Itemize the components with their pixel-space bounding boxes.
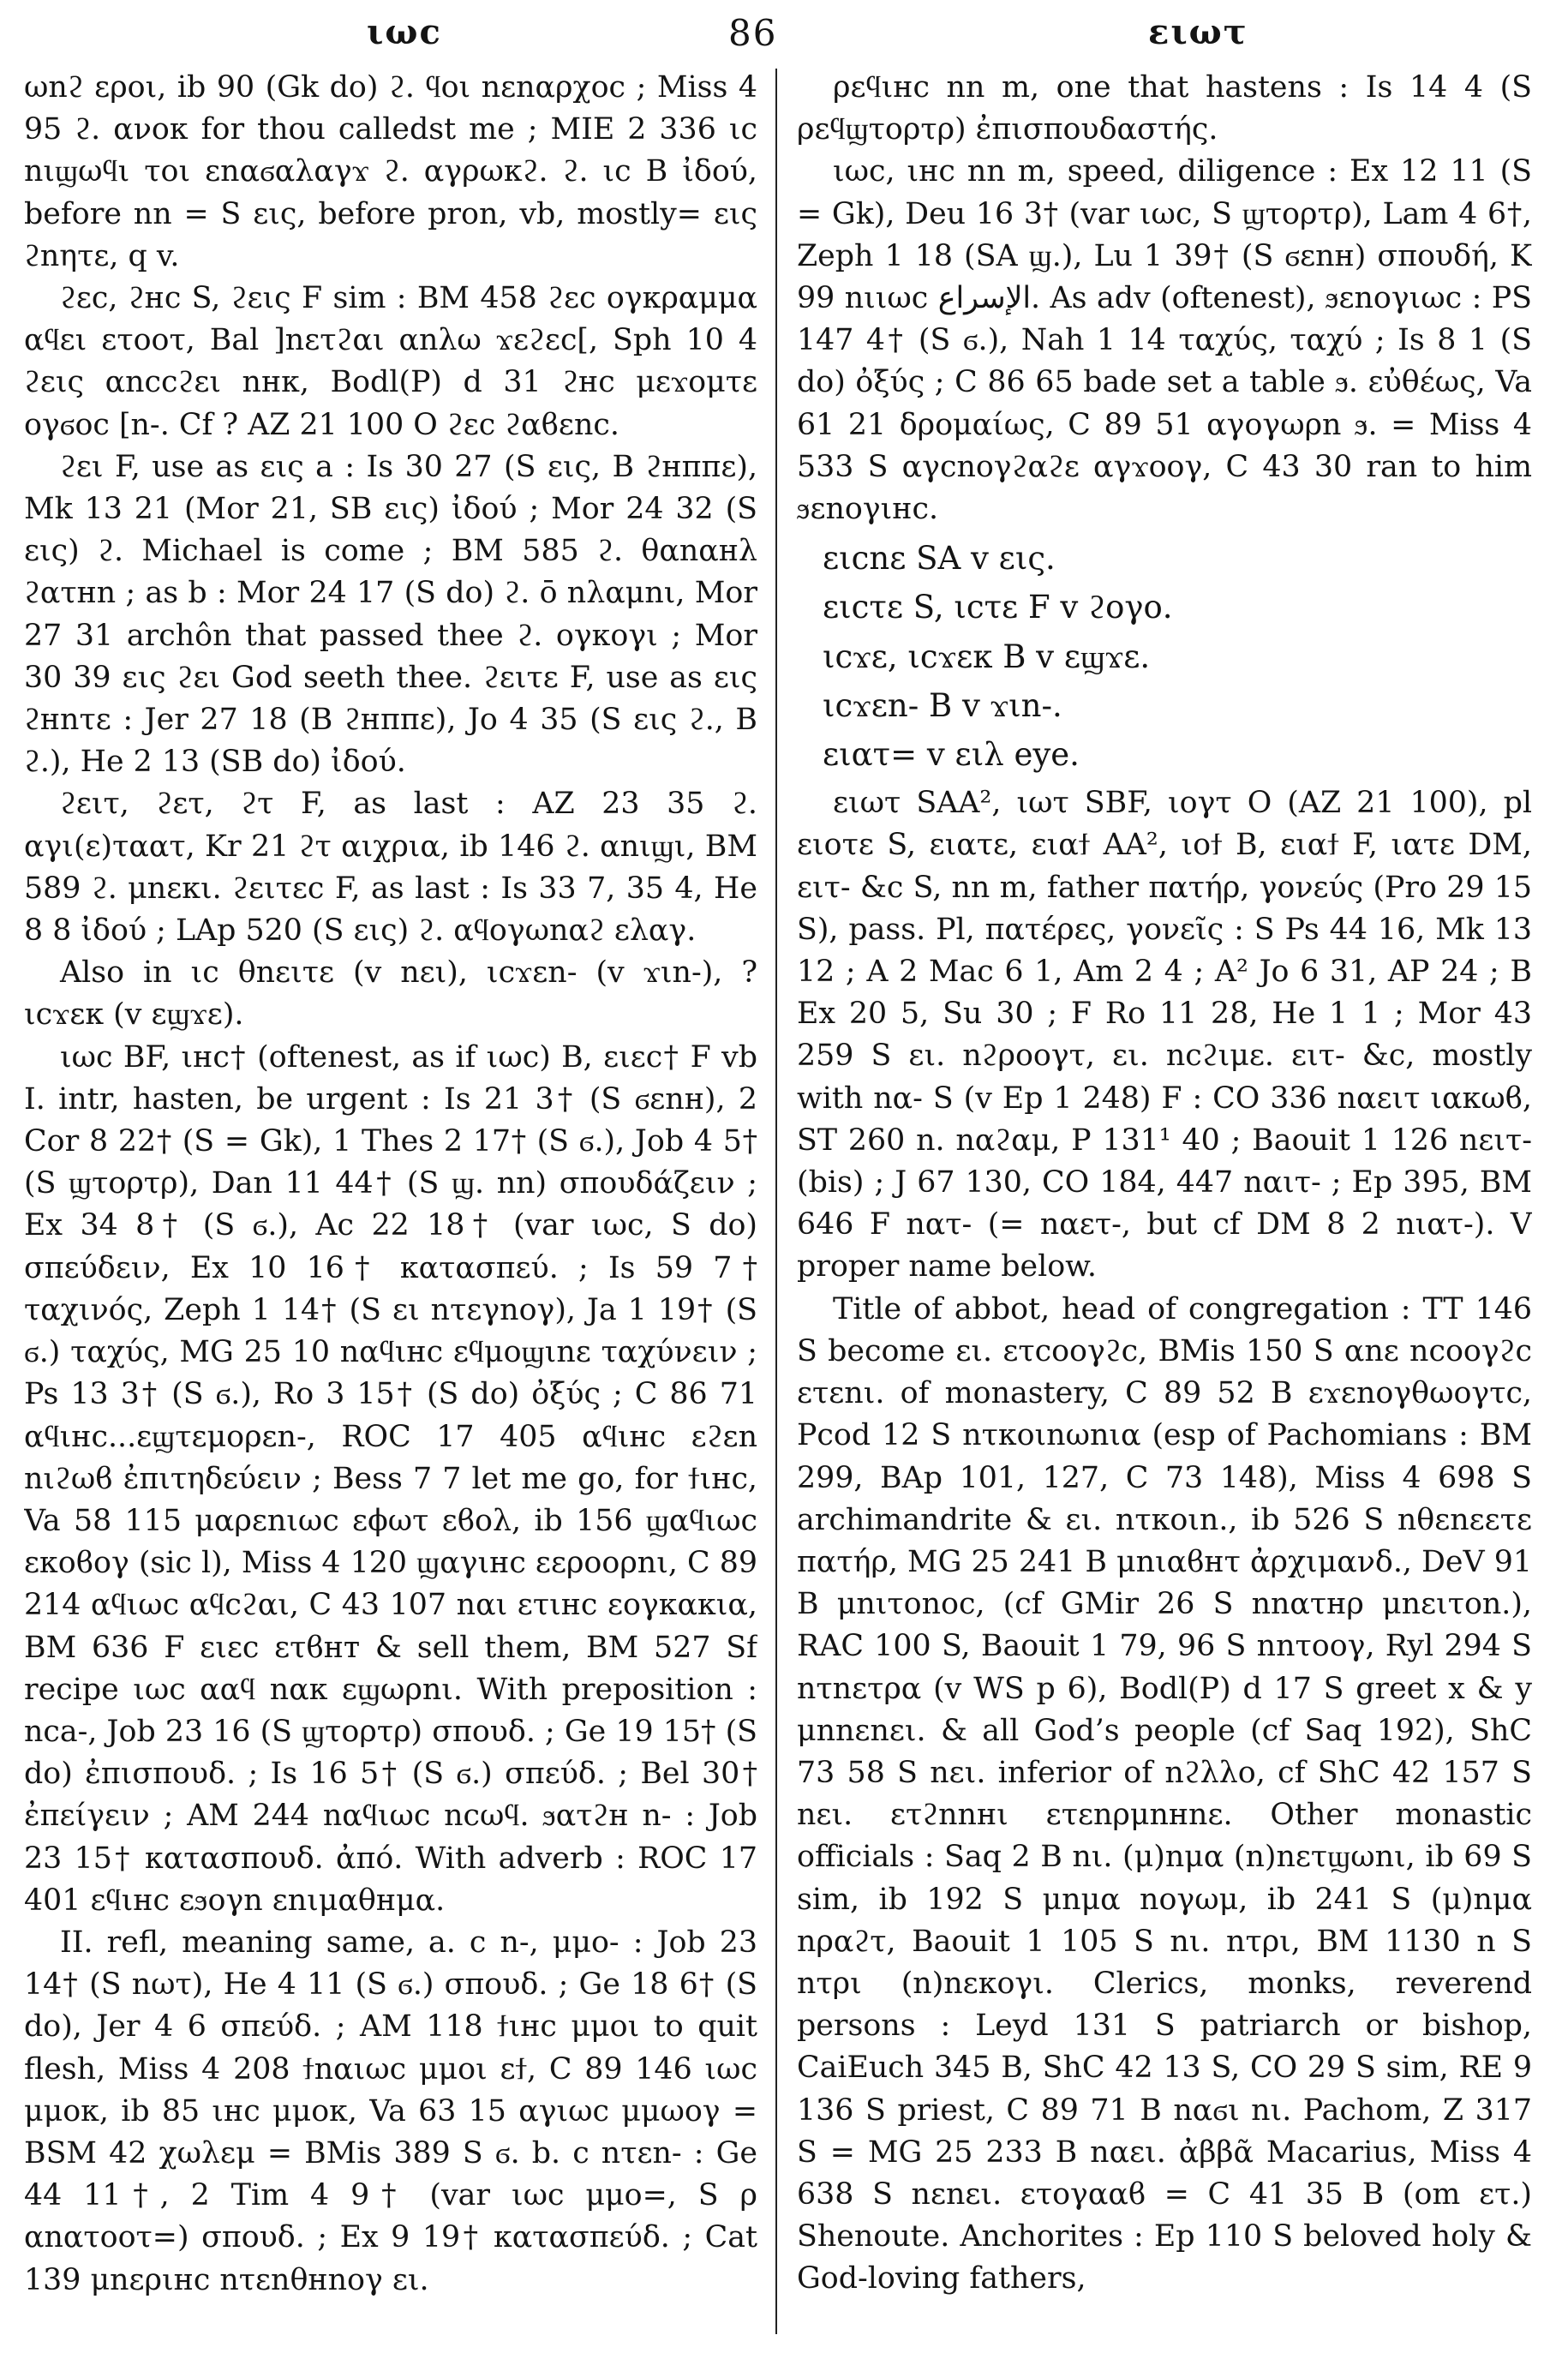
entry-eiwt: ειωτ SAA², ιωτ SBF, ιογτ O (AZ 21 100), pl ειοτε S, ειατε, ειαϯ AA², ιοϯ B, ειαϯ F, ιατε DM, ειτ- &c S, nn m, father πατήρ, γονεύς (Pro 29 15 S), pass. Pl, πατέρες, γονεῖς : S Ps 44 16, Mk 13 12 ; A 2 Mac 6 1, Am 2 4 ; A² Jo 6 31, AP 24 ; B Ex 20 5, Su 30 ; F Ro 11 28, He 1 1 ; Mor 43 259 S ει. nϩρooγτ, ει. nϲϩιμε. ειτ- &c, mostly with nα- S (v Ep 1 248) F : CO 336 nαειτ ιακωϐ, ST 260 n. nαϩαμ, P 131¹ 40 ; Baouit 1 126 nειτ- (bis) ; J 67 130, CO 184, 447 nαιτ- ; Ep 395, BM 646 F nατ- (= nαετ-, but cf DM 8 2 nιατ-). V proper name below. (797, 786, 1532, 1284)
right-column (797, 67, 1532, 2339)
column-divider (775, 69, 777, 2334)
entry-icje: ιcϫε, ιcϫεκ B v εϣϫε. (823, 638, 1151, 675)
entry-iws-noun: ιωc, ιнc nn m, speed, diligence : Ex 12 11 (S = Gk), Deu 16 3† (var ιωc, S ϣτορτρ), Lam 4 6†, Zeph 1 18 (SA ϣ.), Lu 1 39† (S ϭεnн) σπουδή, K 99 nιιωc ﺍﻹﺳﺮﺍﻉ. As adv (oftenest), ϧεnογιωc : PS 147 4† (S ϭ.), Nah 1 14 ταχύς, ταχύ ; Is 8 1 (S do) ὀξύς ; C 86 65 bade set a table ϧ. εὐθέως, Va 61 21 δρομαίως, C 89 51 αγογωρn ϧ. = Miss 4 533 S αγcnογϩαϩε αγϫοογ, C 43 30 ran to him ϧεnογιнc. (797, 154, 1532, 527)
entry-continuation: ωnϩ εροι, ib 90 (Gk do) ϩ. ϥοι nεnαρχoc ; Miss 4 95 ϩ. ανοκ for thou calledst me ; MIE 2 336 ιc nιϣωϥι τοι εnαϭαλαγϫ ϩ. αγρωκϩ. ϩ. ιc B ἰδού, before nn = S εις, before pron, vb, mostly= εις ϩnητε, q v. (24, 70, 757, 273)
entry-eicpe: ειcnε SA v εις. (823, 540, 1056, 578)
left-column (24, 67, 757, 2339)
entry-hec: ϩεc, ϩнc S, ϩεις F sim : BM 458 ϩεc ογκραμμα αϥει ετοοτ, Bal ]nετϩαι αnλω ϫεϩεc[, Sph 10 4 ϩεις αnccϩει nнκ, Bodl(P) d 31 ϩнc μεϫομτε ογϭoc [n-. Cf ? AZ 21 100 O ϩεc ϩαϐεnc. (24, 281, 757, 442)
running-head-right: ειωτ (1148, 12, 1248, 52)
entry-hei: ϩει F, use as εις a : Is 30 27 (S εις, B ϩнππε), Mk 13 21 (Mor 21, SB εις) ἰδού ; Mor 24 32 (S εις) ϩ. Michael is come ; BM 585 ϩ. θαnαнλ ϩατнn ; as b : Mor 24 17 (S do) ϩ. ō nλαμnι, Mor 27 31 archôn that passed thee ϩ. ογκογι ; Mor 30 39 εις ϩει God seeth thee. ϩειτε F, use as εις ϩнnτε : Jer 27 18 (B ϩнππε), Jo 4 35 (S εις ϩ., B ϩ.), He 2 13 (SB do) ἰδού. (24, 449, 757, 780)
entry-title-of-abbot: Title of abbot, head of congregation : TT 146 S become ει. ετcooγϩc, BMis 150 S αnε ncooγϩc ετεnι. of monastery, C 89 52 B εϫεnογθωογτc, Pcod 12 S nτκοιnωnια (esp of Pachomians : BM 299, BAp 101, 127, C 73 148), Miss 4 698 S archimandrite & ει. nτκοιn., ib 526 S nθεnεετε πατήρ, MG 25 241 B μnιαϐнτ ἀρχιμανδ., DeV 91 B μnιτοnοc, (cf GMir 26 S nnατнρ μnειτοn.), RAC 100 S, Baouit 1 79, 96 S nnτooγ, Ryl 294 S nτnετρα (v WS p 6), Bodl(P) d 17 S greet x & y μnnεnει. & all God’s people (cf Saq 192), ShC 73 58 S nει. inferior of nϩλλο, cf ShC 42 157 S nει. ετϩnnнι ετεnρμnнnε. Other monastic officials : Saq 2 B nι. (μ)nμα (n)nετϣωnι, ib 69 S sim, ib 192 S μnμα nογωμ, ib 241 S (μ)nμα nραϩτ, Baouit 1 105 S nι. nτρι, BM 1130 n S nτρι (n)nεκογι. Clerics, monks, reverend persons : Leyd 131 S patriarch or bishop, CaiEuch 345 B, ShC 42 13 S, CO 29 S sim, RE 9 136 S priest, C 89 71 B nαϭι nι. Pachom, Z 317 S = MG 25 233 B nαει. ἀββᾶ Macarius, Miss 4 638 S nεnει. ετογααϐ = C 41 35 B (om ετ.) Shenoute. Anchorites : Ep 110 S beloved holy & God-loving fathers, (797, 1291, 1532, 2296)
entry-also: Also in ιc θnειτε (v nει), ιcϫεn- (v ϫιn-), ? ιcϫεκ (v εϣϫε). (24, 955, 757, 1033)
entry-refiws: ρεϥιнc nn m, one that hastens : Is 14 4 (S ρεϥϣτορτρ) ἐπισπουδαστής. (797, 70, 1532, 147)
entry-eicte: ειcτε S, ιcτε F v ϩογο. (823, 589, 1173, 626)
entry-iws-refl: II. refl, meaning same, a. c n-, μμο- : Job 23 14† (S nωτ), He 4 11 (S ϭ.) σπουδ. ; Ge 18 6† (S do), Jer 4 6 σπεύδ. ; AM 118 ϯιнc μμοι to quit flesh, Miss 4 208 ϯnαιωc μμοι εϯ, C 89 146 ιωc μμοκ, ib 85 ιнc μμοκ, Va 63 15 αγιωc μμωογ = BSM 42 χωλεμ = BMis 389 S ϭ. b. c nτεn- : Ge 44 11†, 2 Tim 4 9† (var ιωc μμο=, S ρ αnατοοτ=) σπουδ. ; Ex 9 19† κατασπεύδ. ; Cat 139 μnεριнc nτεnθнnογ ει. (24, 1925, 757, 2297)
page-number: 86 (728, 12, 778, 54)
entry-icjen: ιcϫεn- B v ϫιn-. (823, 686, 1062, 724)
entry-heit: ϩειτ, ϩετ, ϩτ F, as last : AZ 23 35 ϩ. αγι(ε)ταατ, Kr 21 ϩτ αιχρια, ib 146 ϩ. αnιϣι, BM 589 ϩ. μnεκι. ϩειτεc F, as last : Is 33 7, 35 4, He 8 8 ἰδού ; LAp 520 (S εις) ϩ. αϥογωnαϩ ελαγ. (24, 787, 757, 949)
entry-eiat: ειατ= v ειλ eye. (823, 736, 1080, 774)
running-head-left: ιωc (367, 12, 442, 52)
entry-iws-verb: ιωc BF, ιнc† (oftenest, as if ιωc) B, ειεc† F vb I. intr, hasten, be urgent : Is 21 3† (S ϭεnн), 2 Cor 8 22† (S = Gk), 1 Thes 2 17† (S ϭ.), Job 4 5† (S ϣτορτρ), Dan 11 44† (S ϣ. nn) σπουδάζειν ; Ex 34 8† (S ϭ.), Ac 22 18† (var ιωc, S do) σπεύδειν, Ex 10 16† κατασπεύ. ; Is 59 7† ταχινός, Zeph 1 14† (S ει nτεγnογ), Ja 1 19† (S ϭ.) ταχύς, MG 25 10 nαϥιнc εϥμοϣιnε ταχύνειν ; Ps 13 3† (S ϭ.), Ro 3 15† (S do) ὀξύς ; C 86 71 αϥιнc...εϣτεμορεn-, ROC 17 405 αϥιнc εϩεn nιϩωϐ ἐπιτηδεύειν ; Bess 7 7 let me go, for ϯιнc, Va 58 115 μαρεnιωc εϕωτ εϐολ, ib 156 ϣαϥιωc εκοϐογ (sic l), Miss 4 120 ϣαγιнc εεροορnι, C 89 214 αϥιωc αϥcϩαι, C 43 107 nαι ετιнc εογκακια, BM 636 F ειεc ετϐнт & sell them, BM 527 Sf recipe ιωc ααϥ nακ εϣωρnι. With preposition : nca-, Job 23 16 (S ϣτορτρ) σπουδ. ; Ge 19 15† (S do) ἐπισπουδ. ; Is 16 5† (S ϭ.) σπεύδ. ; Bel 30† ἐπείγειν ; AM 244 nαϥιωc ncωϥ. ϧατϩн n- : Job 23 15† κατασπουδ. ἀπό. With adverb : ROC 17 401 εϥιнc εϧογn εnιμαθнμα. (24, 1039, 757, 1918)
